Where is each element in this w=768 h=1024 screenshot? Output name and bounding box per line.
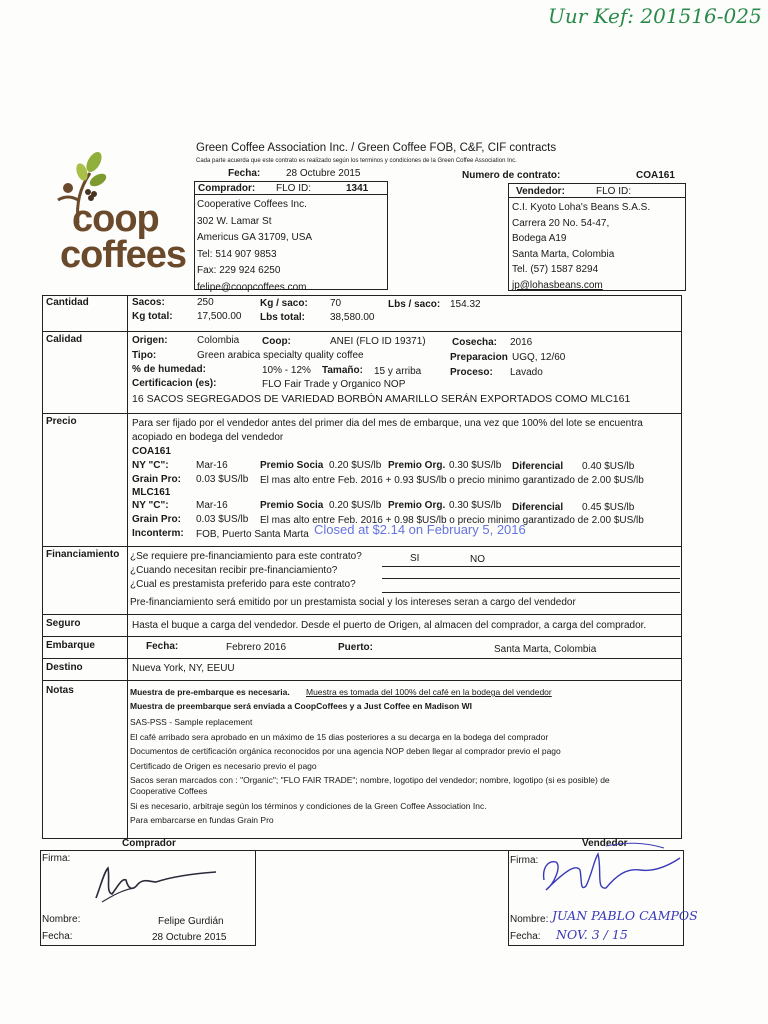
proceso-label: Proceso: bbox=[450, 367, 493, 378]
sacos-value: 250 bbox=[197, 297, 214, 308]
embarque-puerto-value: Santa Marta, Colombia bbox=[494, 644, 597, 655]
contract-number-value: COA161 bbox=[636, 170, 675, 181]
section-seguro: Seguro bbox=[46, 618, 81, 629]
premio-socia2-value: 0.20 $US/lb bbox=[329, 500, 382, 511]
certificacion-value: FLO Fair Trade y Organico NOP bbox=[262, 379, 406, 390]
nyc1-label: NY "C": bbox=[132, 460, 169, 471]
cosecha-label: Cosecha: bbox=[452, 337, 498, 348]
premio-org1-value: 0.30 $US/lb bbox=[449, 460, 502, 471]
certificacion-label: Certificacion (es): bbox=[132, 378, 217, 389]
tipo-label: Tipo: bbox=[132, 350, 157, 361]
option-no: NO bbox=[470, 554, 485, 565]
diferencial2-label: Diferencial bbox=[512, 502, 564, 513]
nota-1a: Muestra de pre-embarque es necesaria. bbox=[130, 687, 290, 697]
nota-line: Documentos de certificación orgánica reconocidos por una agencia NOP deben llegar al comprador previo el pago bbox=[130, 746, 561, 757]
buyer-signature bbox=[88, 858, 228, 906]
cosecha-value: 2016 bbox=[510, 337, 533, 348]
diferencial1-value: 0.40 $US/lb bbox=[582, 461, 635, 472]
lbs-total-label: Lbs total: bbox=[260, 312, 305, 323]
nota-line: Certificado de Origen es necesario previo el pago bbox=[130, 760, 317, 771]
seller-address: C.I. Kyoto Loha's Beans S.A.S. Carrera 20 No. 54-47, Bodega A19 Santa Marta, Colombia Tel. (57) 1587 8294 jp@lohasbeans.com bbox=[512, 202, 651, 291]
seller-title: Vendedor: bbox=[516, 186, 565, 197]
nota-line: Sacos seran marcados con : "Organic"; "FLO FAIR TRADE"; nombre, logotipo del vendedor; nombre, logotipo (si es posible) de bbox=[130, 775, 610, 786]
destino-value: Nueva York, NY, EEUU bbox=[132, 663, 235, 674]
section-calidad: Calidad bbox=[46, 334, 83, 345]
lot2-label: MLC161 bbox=[132, 487, 171, 498]
origen-value: Colombia bbox=[197, 335, 240, 346]
buyer-flo-label: FLO ID: bbox=[276, 183, 312, 194]
tamano-value: 15 y arriba bbox=[374, 366, 422, 377]
humedad-value: 10% - 12% bbox=[262, 365, 311, 376]
contract-title: Green Coffee Association Inc. / Green Coffee FOB, C&F, CIF contracts bbox=[196, 142, 557, 154]
seller-fecha-label: Fecha: bbox=[510, 931, 541, 942]
nota-1b: Muestra es tomada del 100% del café en la bodega del vendedor bbox=[306, 687, 552, 697]
seller-name: JUAN PABLO CAMPOS bbox=[552, 908, 698, 923]
section-embarque: Embarque bbox=[46, 640, 95, 651]
coop-label: Coop: bbox=[262, 336, 291, 347]
sacos-label: Sacos: bbox=[132, 297, 165, 308]
calidad-note: 16 SACOS SEGREGADOS DE VARIEDAD BORBÓN AMARILLO SERÁN EXPORTADOS COMO MLC161 bbox=[132, 393, 631, 405]
price-formula1: El mas alto entre Feb. 2016 + 0.93 $US/lb o precio minimo garantizado de 2.00 $US/lb bbox=[260, 475, 644, 486]
nota-line: Cooperative Coffees bbox=[130, 785, 208, 796]
fecha-label: Fecha: bbox=[228, 168, 261, 179]
buyer-title: Comprador: bbox=[198, 183, 256, 194]
section-precio: Precio bbox=[46, 416, 77, 427]
lbs-total-value: 38,580.00 bbox=[330, 312, 375, 323]
seller-signature bbox=[536, 840, 686, 906]
tipo-value: Green arabica specialty quality coffee bbox=[197, 350, 364, 361]
nota-line: SAS-PSS - Sample replacement bbox=[130, 717, 253, 727]
seguro-text: Hasta el buque a carga del vendedor. Desde el puerto de Origen, al almacen del comprador, a carga del comprador. bbox=[132, 620, 647, 631]
embarque-fecha-label: Fecha: bbox=[146, 641, 179, 652]
nyc2-value: Mar-16 bbox=[196, 500, 228, 511]
nota-line: El café arribado sera aprobado en un máximo de 15 dias posteriores a su decarga en la bodega del comprador bbox=[130, 731, 549, 742]
incoterm-label: Inconterm: bbox=[132, 528, 184, 539]
embarque-fecha-value: Febrero 2016 bbox=[226, 642, 287, 653]
closed-price-stamp: Closed at $2.14 on February 5, 2016 bbox=[314, 522, 526, 537]
comprador-heading: Comprador bbox=[122, 838, 176, 849]
premio-socia1-value: 0.20 $US/lb bbox=[329, 460, 382, 471]
grain-pro2-value: 0.03 $US/lb bbox=[196, 514, 249, 525]
precio-intro-line1: Para ser fijado por el vendedor antes del primer dia del mes de embarque, una vez que 100% del lote se encuentra bbox=[132, 418, 643, 429]
origen-label: Origen: bbox=[132, 335, 168, 346]
nyc1-value: Mar-16 bbox=[196, 460, 228, 471]
preparacion-value: UGQ, 12/60 bbox=[512, 352, 566, 363]
section-cantidad: Cantidad bbox=[46, 297, 89, 308]
financ-question3: ¿Cual es prestamista preferido para este contrato? bbox=[130, 579, 356, 590]
premio-org2-label: Premio Org. bbox=[388, 500, 446, 511]
buyer-nombre-label: Nombre: bbox=[42, 914, 81, 925]
logo-line1: coop bbox=[72, 198, 159, 240]
contract-number-label: Numero de contrato: bbox=[462, 170, 561, 181]
section-destino: Destino bbox=[46, 662, 83, 673]
seller-firma-label: Firma: bbox=[510, 855, 539, 866]
financ-question1: ¿Se requiere pre-financiamiento para este contrato? bbox=[130, 551, 362, 562]
grain-pro1-value: 0.03 $US/lb bbox=[196, 474, 249, 485]
fecha-value: 28 Octubre 2015 bbox=[286, 168, 361, 179]
seller-nombre-label: Nombre: bbox=[510, 914, 549, 925]
logo-line2: coffees bbox=[60, 234, 187, 276]
buyer-flo-value: 1341 bbox=[346, 183, 369, 194]
humedad-label: % de humedad: bbox=[132, 364, 206, 375]
tamano-label: Tamaño: bbox=[322, 365, 363, 376]
lot1-label: COA161 bbox=[132, 446, 171, 457]
grain-pro1-label: Grain Pro: bbox=[132, 474, 181, 485]
buyer-name: Felipe Gurdián bbox=[158, 916, 224, 927]
premio-socia1-label: Premio Socia bbox=[260, 460, 324, 471]
proceso-value: Lavado bbox=[510, 367, 543, 378]
preparacion-label: Preparacion bbox=[450, 352, 508, 363]
seller-flo-label: FLO ID: bbox=[596, 186, 632, 197]
incoterm-value: FOB, Puerto Santa Marta bbox=[196, 529, 309, 540]
nota-line: Si es necesario, arbitraje según los términos y condiciones de la Green Coffee Association Inc. bbox=[130, 800, 487, 811]
embarque-puerto-label: Puerto: bbox=[338, 642, 373, 653]
lbs-saco-value: 154.32 bbox=[450, 299, 481, 310]
precio-intro-line2: acopiado en bodega del vendedor bbox=[132, 432, 284, 443]
premio-org1-label: Premio Org. bbox=[388, 460, 446, 471]
financ-note: Pre-financiamiento será emitido por un prestamista social y los intereses seran a cargo del vendedor bbox=[130, 597, 576, 608]
kg-saco-value: 70 bbox=[330, 298, 342, 309]
seller-date: NOV. 3 / 15 bbox=[556, 927, 628, 942]
notas-list bbox=[130, 715, 610, 828]
section-notas: Notas bbox=[46, 685, 74, 696]
buyer-firma-label: Firma: bbox=[42, 853, 71, 864]
reference-note: Uur Kef: 201516-025 bbox=[548, 4, 762, 28]
premio-org2-value: 0.30 $US/lb bbox=[449, 500, 502, 511]
nota-line: Para embarcarse en fundas Grain Pro bbox=[130, 815, 274, 826]
premio-socia2-label: Premio Socia bbox=[260, 500, 324, 511]
section-financiamiento: Financiamiento bbox=[46, 549, 120, 560]
buyer-fecha-label: Fecha: bbox=[42, 931, 73, 942]
buyer-address: Cooperative Coffees Inc. 302 W. Lamar St Americus GA 31709, USA Tel: 514 907 9853 Fax: 229 924 6250 felipe@coopcoffees.com bbox=[197, 199, 313, 293]
grain-pro2-label: Grain Pro: bbox=[132, 514, 181, 525]
financ-question2: ¿Cuando necesitan recibir pre-financiamiento? bbox=[130, 565, 338, 576]
option-si: SI bbox=[410, 553, 420, 564]
nyc2-label: NY "C": bbox=[132, 500, 169, 511]
price-formula2: El mas alto entre Feb. 2016 + 0.98 $US/lb o precio minimo garantizado de 2.00 $US/lb bbox=[260, 515, 644, 526]
nota-2: Muestra de preembarque será enviada a CoopCoffees y a Just Coffee en Madison WI bbox=[130, 701, 472, 711]
coop-value: ANEI (FLO ID 19371) bbox=[330, 336, 426, 347]
kg-total-value: 17,500.00 bbox=[197, 311, 242, 322]
kg-saco-label: Kg / saco: bbox=[260, 298, 308, 309]
buyer-date: 28 Octubre 2015 bbox=[152, 932, 227, 943]
diferencial1-label: Diferencial bbox=[512, 461, 564, 472]
diferencial2-value: 0.45 $US/lb bbox=[582, 502, 635, 513]
kg-total-label: Kg total: bbox=[132, 311, 173, 322]
vendedor-heading: Vendedor bbox=[582, 838, 628, 849]
lbs-saco-label: Lbs / saco: bbox=[388, 299, 441, 310]
contract-subtitle: Cada parte acuerda que este contrato es realizado según los terminos y condiciones de la Green Coffee Association Inc. bbox=[196, 158, 517, 164]
